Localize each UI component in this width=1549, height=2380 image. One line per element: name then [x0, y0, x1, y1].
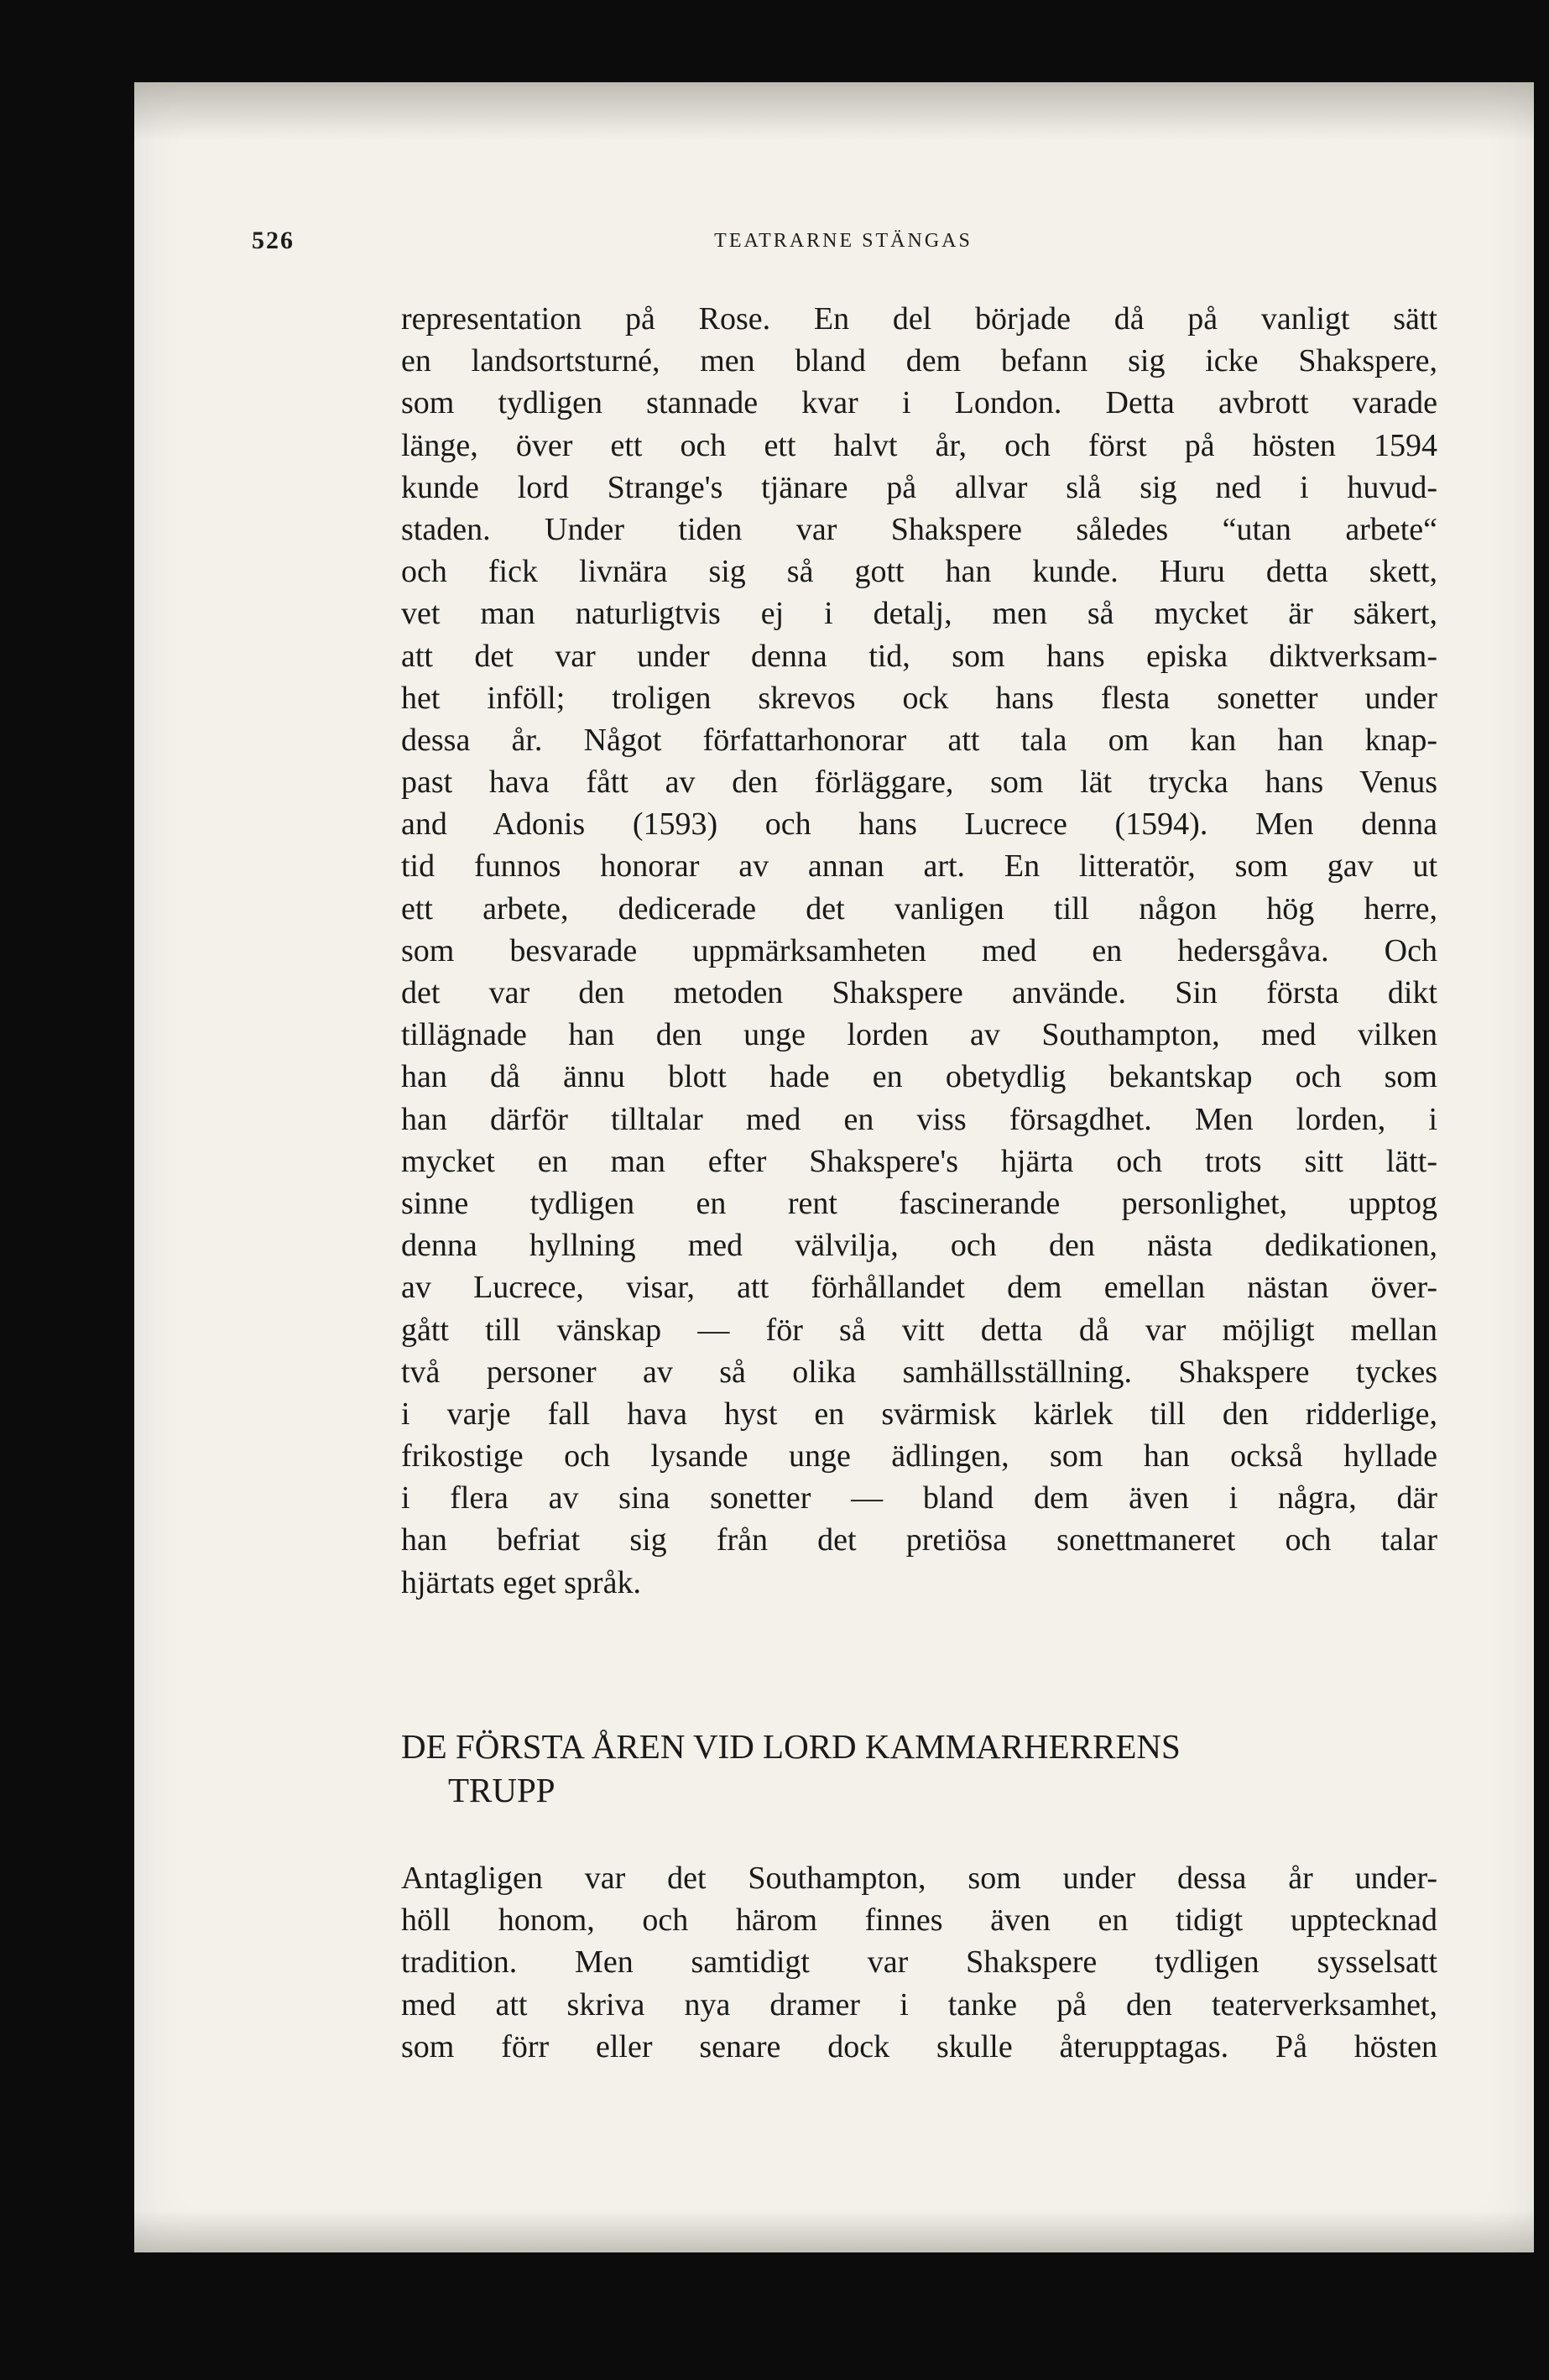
text-line: tid funnos honorar av annan art. En litteratör, som gav ut: [401, 848, 1437, 885]
text-line: gått till vänskap — för så vitt detta då var möjligt mellan: [401, 1312, 1437, 1348]
paragraph-1: [401, 298, 1437, 1604]
running-head: [252, 227, 1435, 260]
text-line: Antagligen var det Southampton, som under dessa år under-: [401, 1861, 1437, 1896]
text-line: i flera av sina sonetter — bland dem även i några, där: [401, 1480, 1437, 1516]
text-line: som förr eller senare dock skulle återupptagas. På hösten: [401, 2028, 1437, 2064]
text-line: som tydligen stannade kvar i London. Detta avbrott varade: [401, 385, 1437, 421]
text-line: past hava fått av den förläggare, som lät trycka hans Venus: [401, 765, 1437, 801]
text-line: het inföll; troligen skrevos ock hans flesta sonetter under: [401, 680, 1437, 716]
section-heading-line-2: TRUPP: [448, 1771, 555, 1809]
text-line: länge, över ett och ett halvt år, och först på hösten 1594: [401, 427, 1437, 463]
text-line: and Adonis (1593) och hans Lucrece (1594). Men denna: [401, 806, 1437, 843]
text-line: det var den metoden Shakspere använde. Sin första dikt: [401, 975, 1437, 1010]
text-line: han befriat sig från det pretiösa sonettmaneret och talar: [401, 1522, 1437, 1558]
text-line: han därför tilltalar med en viss försagdhet. Men lorden, i: [401, 1101, 1437, 1137]
section-heading: [401, 1725, 1437, 1812]
text-line: och fick livnära sig så gott han kunde. Huru detta skett,: [401, 554, 1437, 590]
text-line: tradition. Men samtidigt var Shakspere tydligen sysselsatt: [401, 1944, 1437, 1981]
page-bottom-shadow: [134, 2210, 1534, 2252]
text-line: ett arbete, dedicerade det vanligen till någon hög herre,: [401, 890, 1437, 926]
text-line: av Lucrece, visar, att förhållandet dem emellan nästan över-: [401, 1270, 1437, 1306]
text-line: höll honom, och härom finnes även en tidigt upptecknad: [401, 1902, 1437, 1939]
paragraph-2: [401, 1857, 1437, 2068]
text-line: sinne tydligen en rent fascinerande personlighet, upptog: [401, 1185, 1437, 1221]
text-line: med att skriva nya dramer i tanke på den teaterverksamhet,: [401, 1986, 1437, 2022]
text-line: dessa år. Något författarhonorar att tala om kan han knap-: [401, 722, 1437, 758]
text-line: representation på Rose. En del började då på vanligt sätt: [401, 301, 1437, 337]
text-line: mycket en man efter Shakspere's hjärta och trots sitt lätt-: [401, 1143, 1437, 1179]
text-line: i varje fall hava hyst en svärmisk kärlek till den ridderlige,: [401, 1396, 1437, 1432]
text-line: vet man naturligtvis ej i detalj, men så mycket är säkert,: [401, 596, 1437, 632]
text-line: denna hyllning med välvilja, och den nästa dedikationen,: [401, 1228, 1437, 1264]
text-line: som besvarade uppmärksamheten med en hedersgåva. Och: [401, 932, 1437, 968]
text-line: två personer av så olika samhällsställning. Shakspere tyckes: [401, 1354, 1437, 1390]
text-line: hjärtats eget språk.: [401, 1564, 641, 1600]
text-line: han då ännu blott hade en obetydlig bekantskap och som: [401, 1059, 1437, 1095]
text-line: frikostige och lysande unge ädlingen, som han också hyllade: [401, 1438, 1437, 1474]
running-head-title: TEATRARNE STÄNGAS: [714, 230, 973, 252]
text-line: en landsortsturné, men bland dem befann sig icke Shakspere,: [401, 343, 1437, 379]
text-line: att det var under denna tid, som hans episka diktverksam-: [401, 638, 1437, 674]
text-line: kunde lord Strange's tjänare på allvar slå sig ned i huvud-: [401, 469, 1437, 505]
text-line: staden. Under tiden var Shakspere således “utan arbete“: [401, 511, 1437, 547]
page-number: 526: [252, 227, 295, 254]
page-top-shadow: [134, 82, 1534, 141]
section-heading-line-1: DE FÖRSTA ÅREN VID LORD KAMMARHERRENS: [401, 1727, 1181, 1766]
text-line: tillägnade han den unge lorden av Southampton, med vilken: [401, 1017, 1437, 1053]
